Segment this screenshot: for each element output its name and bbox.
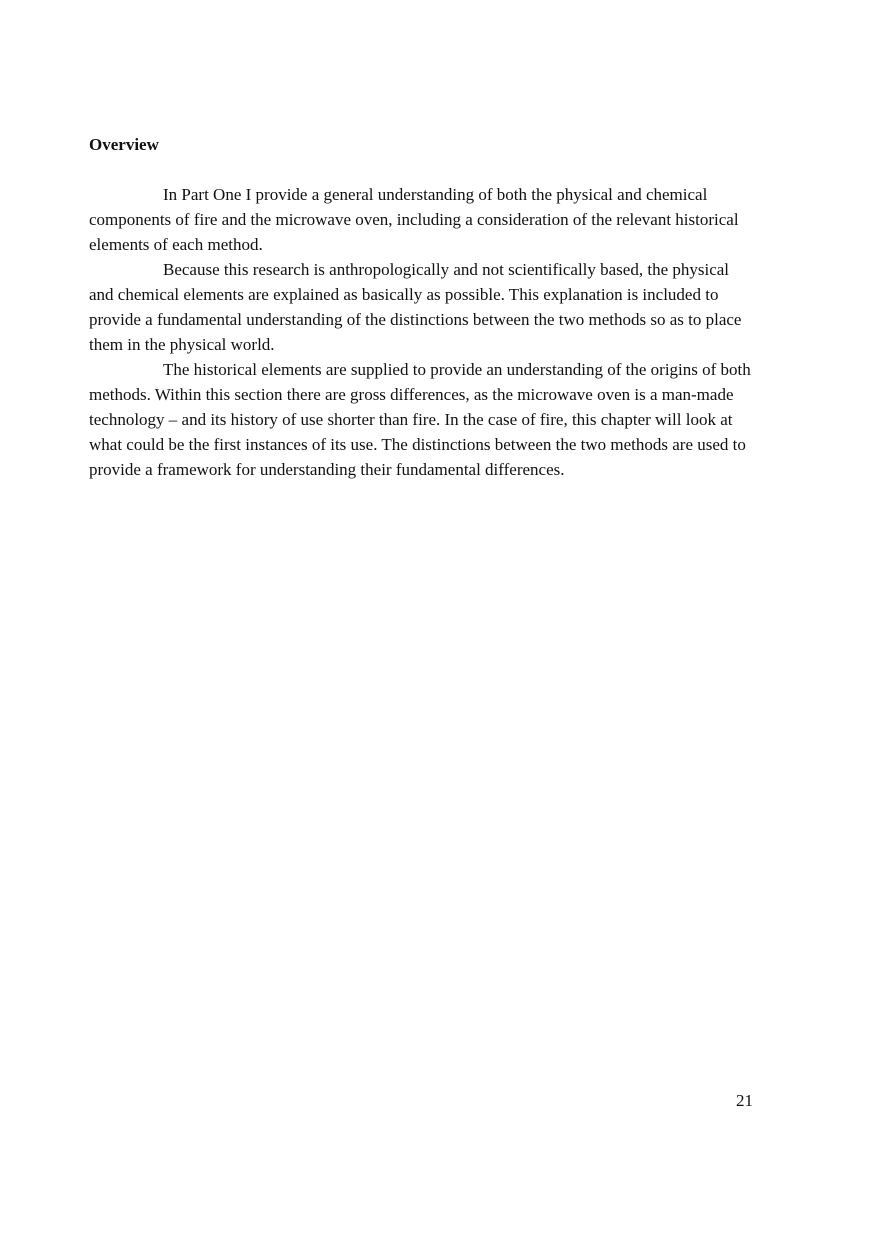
paragraph-3: The historical elements are supplied to provide an understanding of the origins of both methods. Within this section there are gross differences, as the microwave oven is a man-made technology – and its history of use shorter than fire. In the case of fire, this chapter will look at what could be the first instances of its use. The distinctions between the two methods are used to provide a framework for understanding their fundamental differences. xyxy=(89,360,751,479)
paragraph-1: In Part One I provide a general understanding of both the physical and chemical components of fire and the microwave oven, including a consideration of the relevant historical elements of each method. xyxy=(89,185,739,254)
body-text xyxy=(89,182,751,482)
paragraph-2: Because this research is anthropologically and not scientifically based, the physical and chemical elements are explained as basically as possible. This explanation is included to provide a fundamental understanding of the distinctions between the two methods so as to place them in the physical world. xyxy=(89,260,742,354)
page-number: 21 xyxy=(736,1091,753,1110)
section-heading: Overview xyxy=(89,135,159,154)
